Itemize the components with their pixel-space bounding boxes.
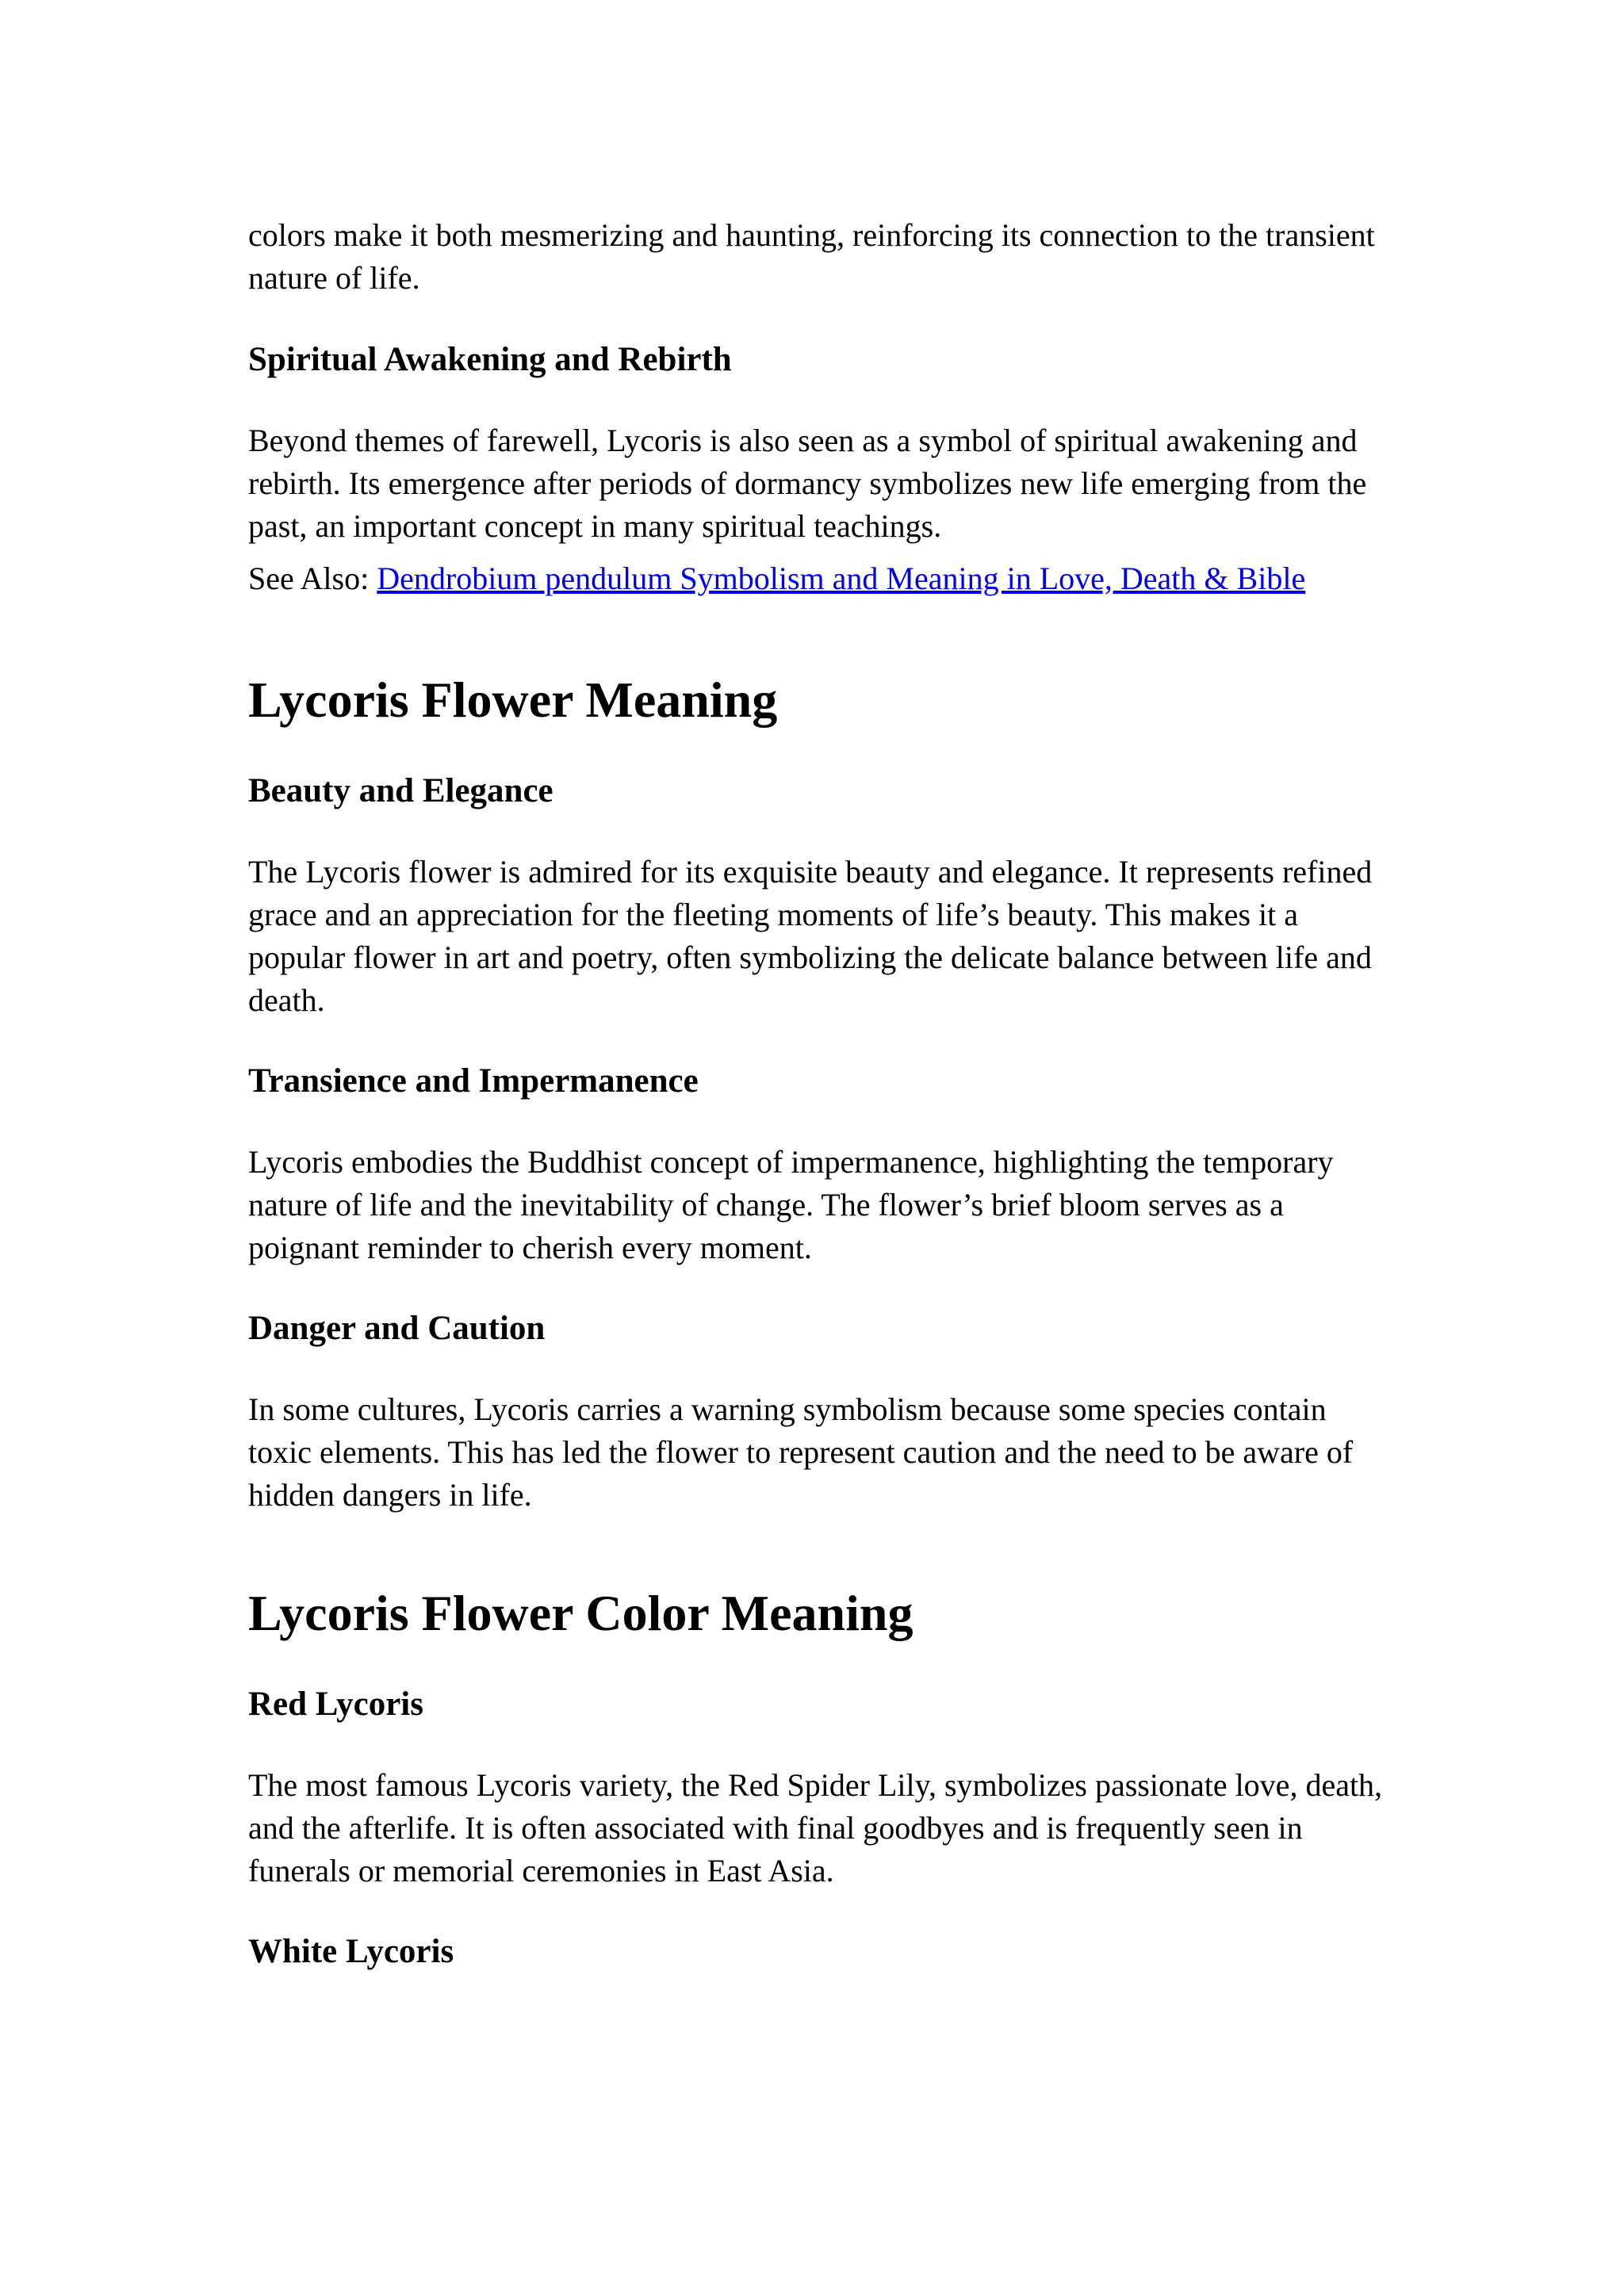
flower-meaning-title: Lycoris Flower Meaning — [248, 672, 778, 728]
transience-heading: Transience and Impermanence — [248, 1062, 699, 1100]
white-lycoris-heading: White Lycoris — [248, 1933, 454, 1970]
color-meaning-title: Lycoris Flower Color Meaning — [248, 1585, 914, 1641]
danger-paragraph: In some cultures, Lycoris carries a warning symbolism because some species contain toxic elements. This has led the flower to represent caution and the need to be aware of hidden dangers in life. — [248, 1391, 1354, 1513]
see-also-prefix: See Also: — [248, 561, 377, 596]
intro-continuation-paragraph: colors make it both mesmerizing and haunting, reinforcing its connection to the transient nature of life. — [248, 217, 1375, 296]
spiritual-heading: Spiritual Awakening and Rebirth — [248, 341, 732, 378]
article-body — [248, 214, 1390, 1973]
beauty-heading: Beauty and Elegance — [248, 772, 553, 809]
see-also-line — [248, 557, 1390, 600]
red-lycoris-heading: Red Lycoris — [248, 1686, 423, 1723]
spiritual-paragraph: Beyond themes of farewell, Lycoris is also seen as a symbol of spiritual awakening and rebirth. Its emergence after periods of dormancy symbolizes new life emerging from the past, an important concept in many spiritual teachings. — [248, 423, 1367, 544]
danger-heading: Danger and Caution — [248, 1310, 546, 1347]
transience-paragraph: Lycoris embodies the Buddhist concept of impermanence, highlighting the temporary nature of life and the inevitability of change. The flower’s brief bloom serves as a poignant reminder to cherish every moment. — [248, 1144, 1334, 1265]
beauty-paragraph: The Lycoris flower is admired for its exquisite beauty and elegance. It represents refined grace and an appreciation for the fleeting moments of life’s beauty. This makes it a popular flower in art and poetry, often symbolizing the delicate balance between life and death. — [248, 854, 1373, 1018]
red-lycoris-paragraph: The most famous Lycoris variety, the Red Spider Lily, symbolizes passionate love, death, and the afterlife. It is often associated with final goodbyes and is frequently seen in funerals or memorial ceremonies in East Asia. — [248, 1767, 1383, 1888]
see-also-link[interactable]: Dendrobium pendulum Symbolism and Meaning in Love, Death & Bible — [377, 561, 1306, 596]
